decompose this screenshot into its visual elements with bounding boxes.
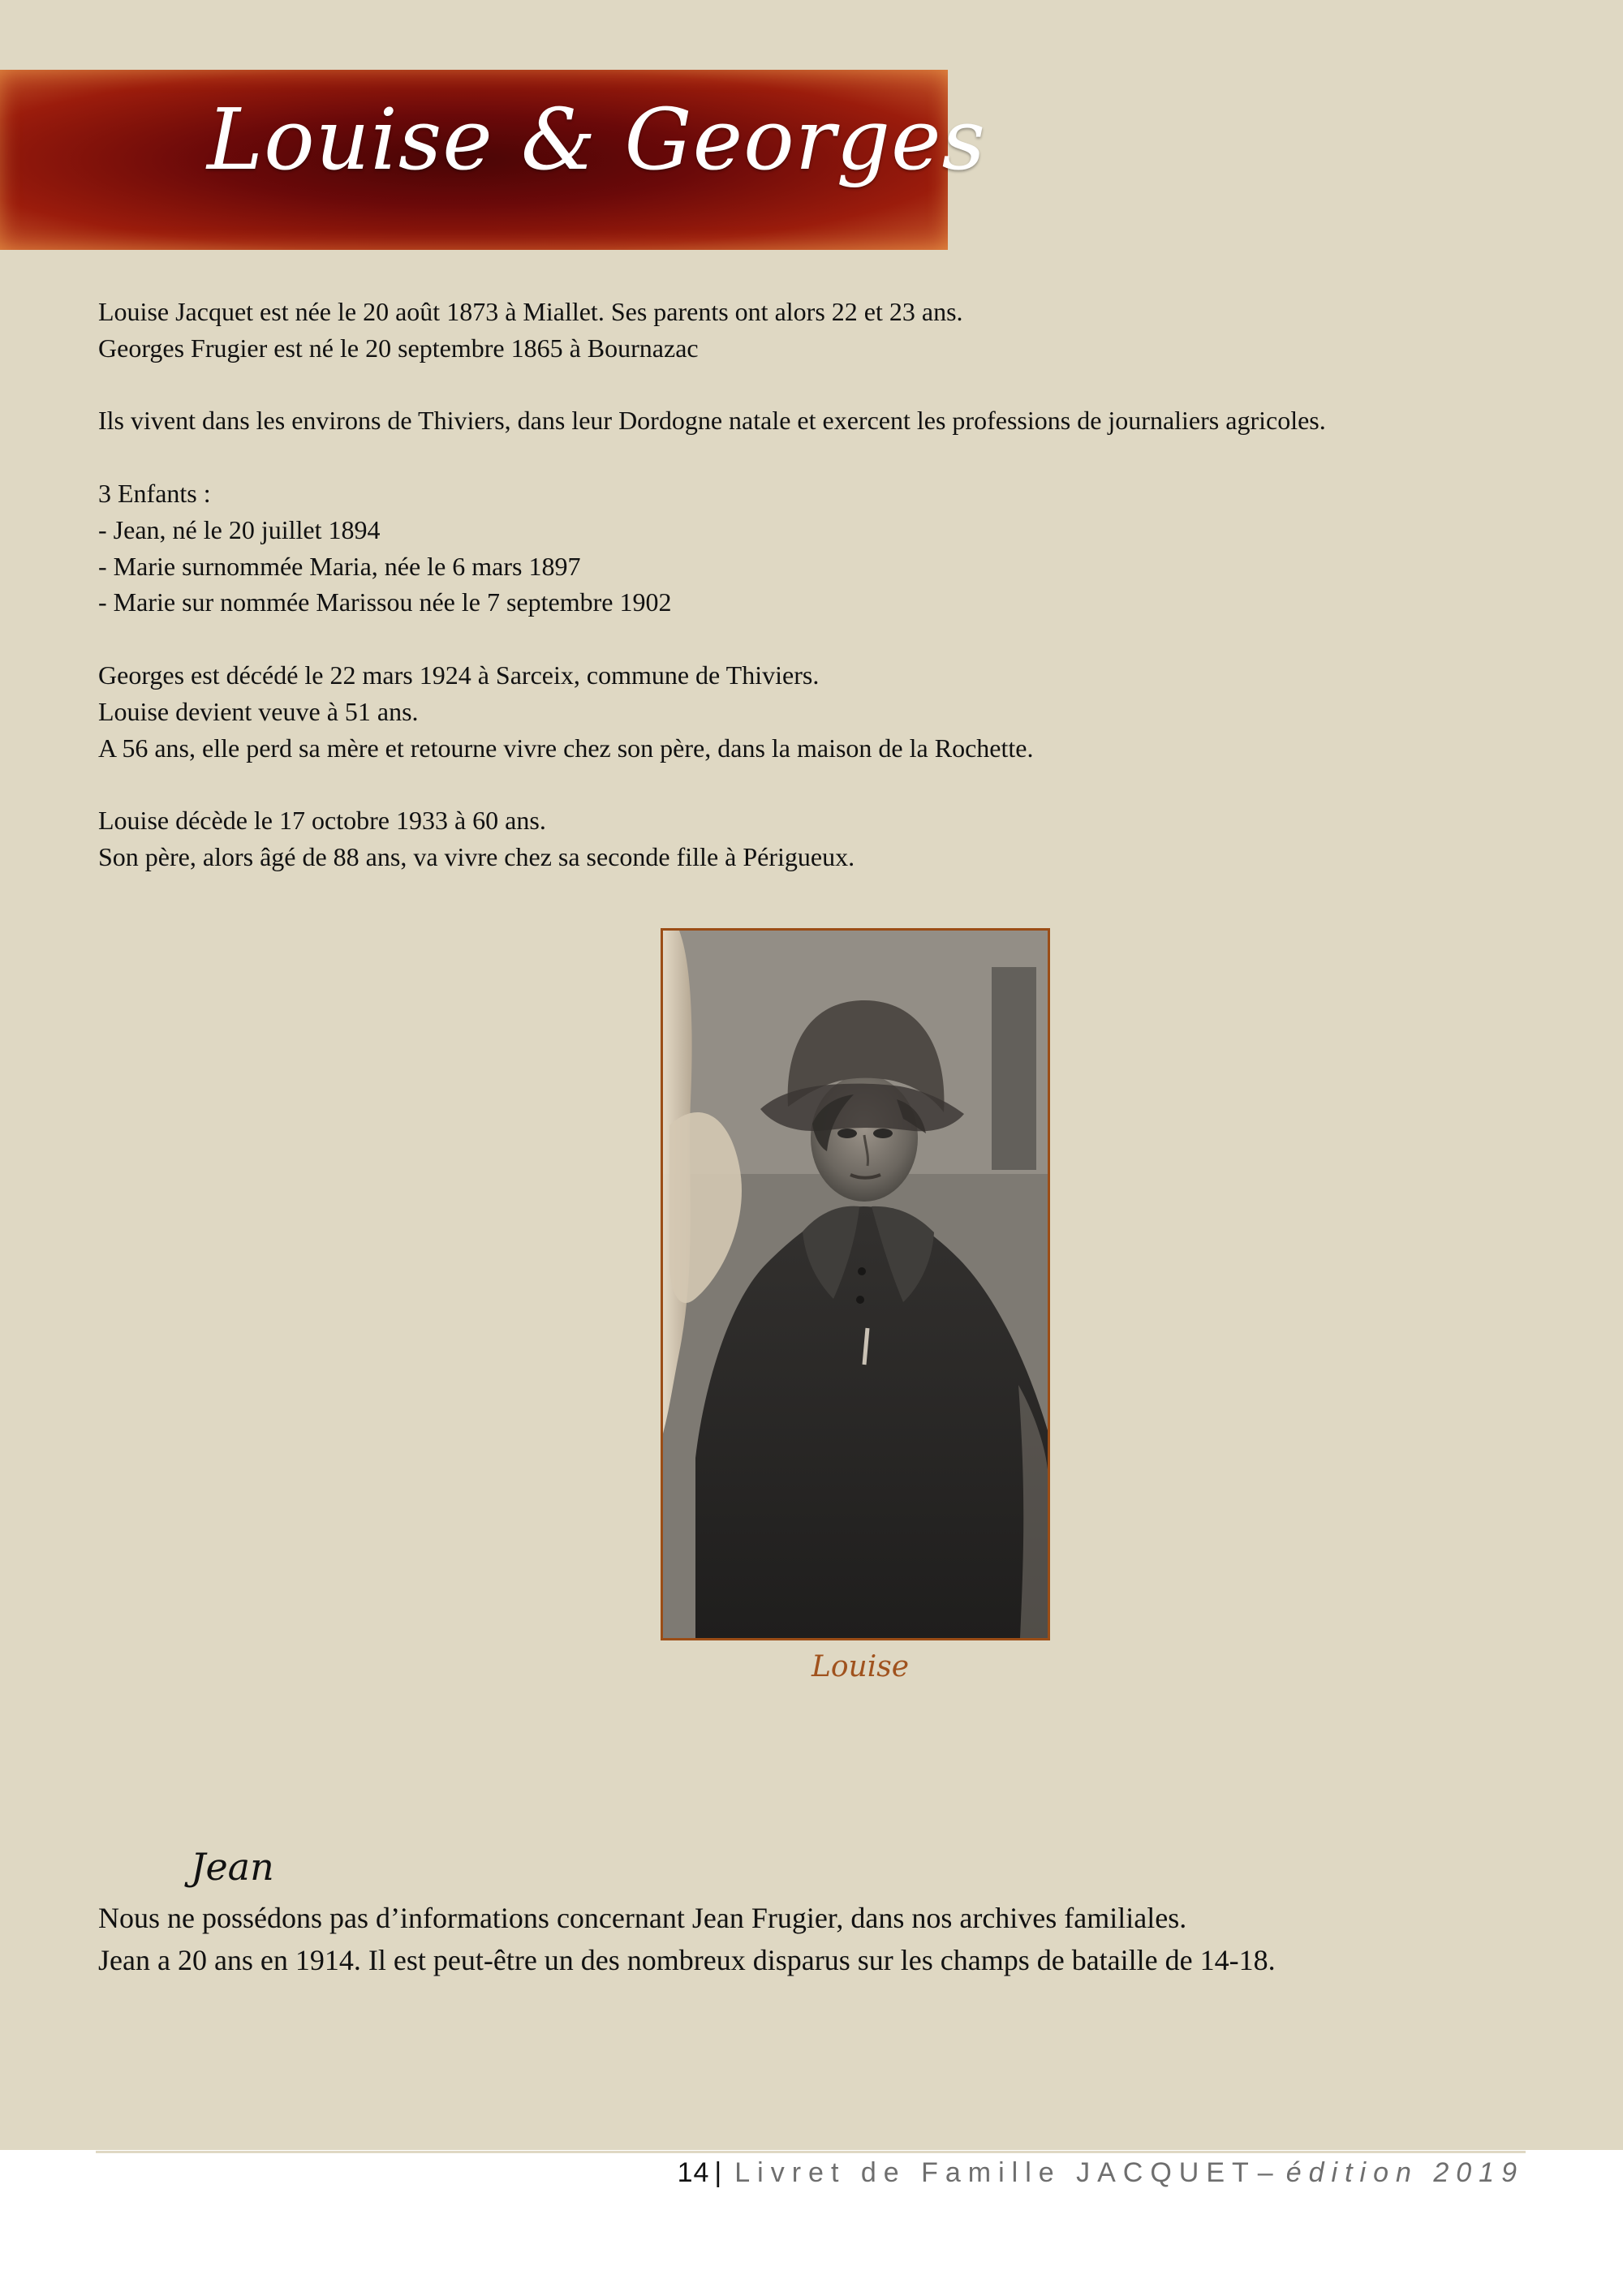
page-number: 14 [677, 2157, 710, 2188]
paragraph-line: Louise décède le 17 octobre 1933 à 60 ans. [98, 806, 546, 836]
vintage-portrait-photo-icon [663, 931, 1048, 1638]
section-line: Jean a 20 ans en 1914. Il est peut-être un des nombreux disparus sur les champs de bataille de 14-18. [98, 1944, 1276, 1976]
paragraph-line: - Marie sur nommée Marissou née le 7 septembre 1902 [98, 587, 672, 617]
paragraph-gap [98, 367, 1526, 403]
photo-button-1 [858, 1267, 866, 1275]
footer-book-title: Livret de Famille JACQUET [734, 2157, 1256, 2188]
footer-dash: – [1257, 2157, 1273, 2188]
footer-edition: édition 2019 [1285, 2157, 1524, 2188]
paragraph-line: A 56 ans, elle perd sa mère et retourne vivre chez son père, dans la maison de la Rochette. [98, 733, 1034, 763]
portrait-photo [661, 928, 1050, 1640]
section-text [98, 1897, 1526, 1981]
paragraph-line: Georges est décédé le 22 mars 1924 à Sarceix, commune de Thiviers. [98, 660, 820, 690]
paragraph-line: Louise Jacquet est née le 20 août 1873 à Miallet. Ses parents ont alors 22 et 23 ans. [98, 297, 963, 326]
paragraph-gap [98, 439, 1526, 475]
photo-caption: Louise [811, 1650, 910, 1683]
photo-button-2 [856, 1296, 864, 1304]
paragraph-line: 3 Enfants : [98, 478, 211, 508]
paragraph-line: - Jean, né le 20 juillet 1894 [98, 514, 381, 544]
photo-eye-left [837, 1129, 857, 1138]
photo-eye-right [873, 1129, 893, 1138]
paragraph-line: Georges Frugier est né le 20 septembre 1865 à Bournazac [98, 333, 699, 363]
paragraph-gap [98, 766, 1526, 802]
page-title: Louise & Georges [207, 90, 986, 189]
main-text [98, 294, 1526, 875]
footer-separator: | [714, 2157, 722, 2188]
photo-doorway [992, 967, 1036, 1170]
footer-divider [96, 2151, 1526, 2153]
paragraph-line: Ils vivent dans les environs de Thiviers, dans leur Dordogne natale et exercent les professions de journaliers agricoles. [98, 406, 1326, 436]
paragraph-line: Son père, alors âgé de 88 ans, va vivre chez sa seconde fille à Périgueux. [98, 841, 855, 871]
section-heading: Jean [191, 1845, 274, 1889]
paragraph-gap [98, 621, 1526, 657]
paragraph-line: Louise devient veuve à 51 ans. [98, 696, 419, 726]
page-footer [678, 2155, 1524, 2191]
paragraph-line: - Marie surnommée Maria, née le 6 mars 1897 [98, 551, 581, 581]
section-line: Nous ne possédons pas d’informations concernant Jean Frugier, dans nos archives familiales. [98, 1902, 1187, 1934]
